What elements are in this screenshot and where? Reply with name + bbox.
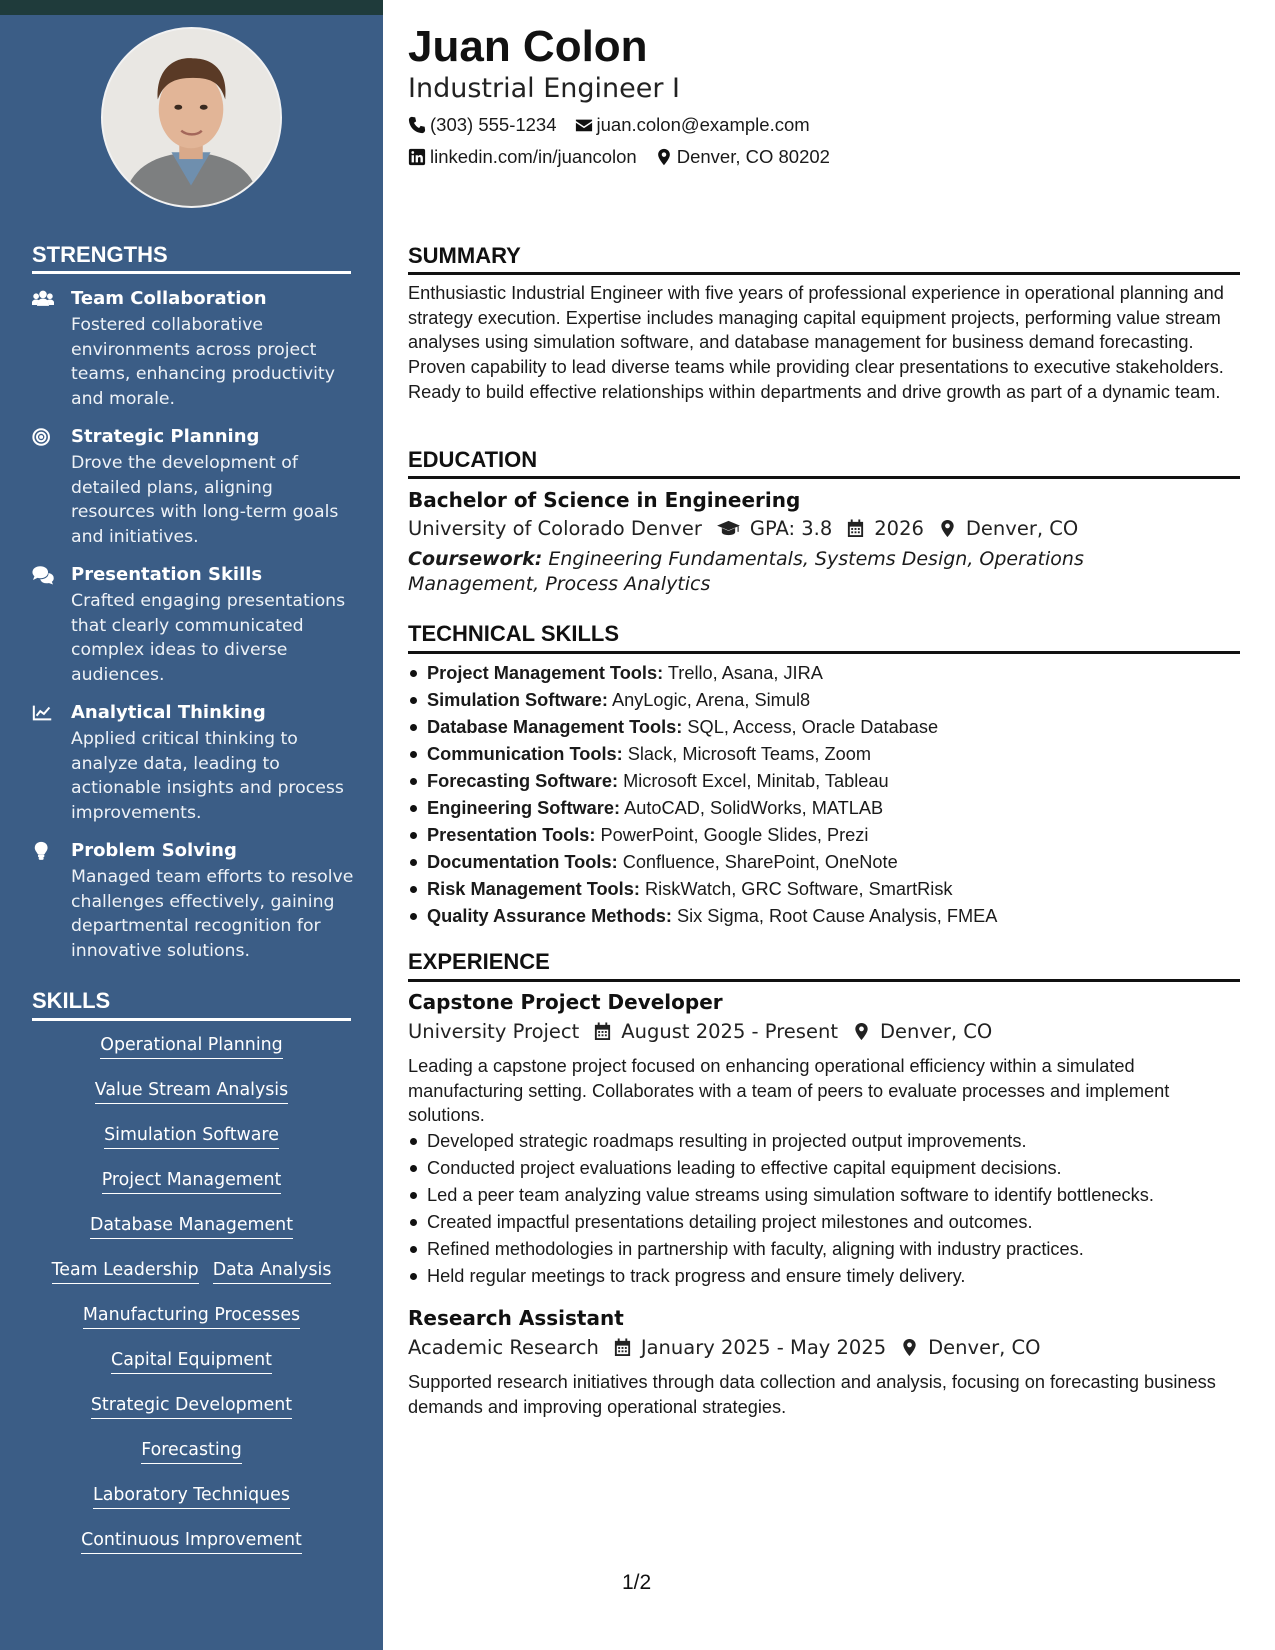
skill-tag: Data Analysis <box>213 1260 332 1284</box>
dates-text: August 2025 - Present <box>621 1020 838 1043</box>
skill-value: RiskWatch, GRC Software, SmartRisk <box>644 879 953 899</box>
strength-title: Team Collaboration <box>71 288 267 309</box>
skills-rule <box>32 1018 351 1021</box>
education-rule <box>408 476 1240 479</box>
strength-description: Drove the development of detailed plans, aligning resources with long-term goals and initiatives. <box>71 453 339 547</box>
strength-description: Crafted engaging presentations that clearly communicated complex ideas to diverse audiences. <box>71 591 346 685</box>
skill-label: Forecasting Software: <box>427 771 619 791</box>
technical-skill-item <box>408 877 1240 904</box>
achievement-item: Created impactful presentations detailing project milestones and outcomes. <box>408 1210 1240 1237</box>
phone-contact[interactable] <box>408 114 557 136</box>
phone-icon <box>408 116 426 134</box>
calendar-icon <box>846 519 865 538</box>
coursework-label: Coursework: <box>408 548 543 570</box>
technical-skill-item <box>408 769 1240 796</box>
skill-label: Quality Assurance Methods: <box>427 906 672 926</box>
strength-title: Presentation Skills <box>71 564 263 585</box>
technical-skill-item <box>408 742 1240 769</box>
skill-label: Risk Management Tools: <box>427 879 640 899</box>
job-dates <box>593 1020 838 1043</box>
skill-tag: Manufacturing Processes <box>83 1305 300 1329</box>
education-location <box>938 517 1078 540</box>
skills-heading: SKILLS <box>32 988 111 1013</box>
skill-tag: Operational Planning <box>100 1035 282 1059</box>
skill-value: Microsoft Excel, Minitab, Tableau <box>623 771 889 791</box>
skill-tag: Continuous Improvement <box>81 1530 302 1554</box>
achievement-item: Conducted project evaluations leading to effective capital equipment decisions. <box>408 1156 1240 1183</box>
strength-title: Analytical Thinking <box>71 702 266 723</box>
calendar-icon <box>593 1022 612 1041</box>
achievement-item: Led a peer team analyzing value streams using simulation software to identify bottlenecks. <box>408 1183 1240 1210</box>
job-description: Supported research initiatives through data collection and analysis, focusing on forecasting business demands and improving operational strategies. <box>408 1372 1216 1417</box>
school-name <box>408 517 702 540</box>
skill-value: Slack, Microsoft Teams, Zoom <box>627 744 871 764</box>
skill-tag: Database Management <box>90 1215 293 1239</box>
skill-value: Confluence, SharePoint, OneNote <box>622 852 898 872</box>
skill-tag: Value Stream Analysis <box>95 1080 288 1104</box>
map-pin-icon <box>938 519 957 538</box>
linkedin-contact[interactable] <box>408 146 637 168</box>
strength-title: Problem Solving <box>71 840 237 861</box>
sidebar <box>0 0 383 1650</box>
strengths-rule <box>32 271 351 274</box>
technical-skill-item <box>408 715 1240 742</box>
skill-value: SQL, Access, Oracle Database <box>687 717 939 737</box>
skill-value: AutoCAD, SolidWorks, MATLAB <box>624 798 884 818</box>
users-icon <box>32 289 56 309</box>
job-location <box>852 1020 992 1043</box>
achievement-item: Developed strategic roadmaps resulting in projected output improvements. <box>408 1129 1240 1156</box>
map-pin-icon <box>655 148 673 166</box>
map-pin-icon <box>852 1022 871 1041</box>
job-role: Capstone Project Developer <box>408 990 723 1014</box>
skill-label: Communication Tools: <box>427 744 623 764</box>
job-organization <box>408 1020 579 1043</box>
school-text: University of Colorado Denver <box>408 517 702 540</box>
location-contact <box>655 146 830 168</box>
phone-text: (303) 555-1234 <box>430 114 557 135</box>
coursework-text: Engineering Fundamentals, Systems Design, Operations Management, Process Analytics <box>408 548 1084 595</box>
skill-label: Database Management Tools: <box>427 717 683 737</box>
skill-tag: Simulation Software <box>104 1125 279 1149</box>
linkedin-icon <box>408 148 426 166</box>
page-number: 1/2 <box>622 1571 652 1594</box>
contact-row <box>408 114 828 136</box>
gpa-text: GPA: 3.8 <box>749 517 833 540</box>
skill-label: Presentation Tools: <box>427 825 596 845</box>
organization-text: Academic Research <box>408 1336 599 1359</box>
summary-rule <box>408 272 1240 275</box>
skill-tag: Team Leadership <box>52 1260 199 1284</box>
candidate-name: Juan Colon <box>408 22 648 71</box>
job-organization <box>408 1336 599 1359</box>
job-description: Leading a capstone project focused on enhancing operational efficiency within a simulated manufacturing setting. Collaborates with a team of peers to evaluate processes and implement solutions. <box>408 1056 1170 1126</box>
technical-skill-item <box>408 688 1240 715</box>
skill-value: Trello, Asana, JIRA <box>667 663 823 683</box>
dates-text: January 2025 - May 2025 <box>640 1336 887 1359</box>
skill-label: Engineering Software: <box>427 798 621 818</box>
calendar-icon <box>613 1338 632 1357</box>
skill-value: Six Sigma, Root Cause Analysis, FMEA <box>676 906 998 926</box>
experience-heading: EXPERIENCE <box>408 949 550 974</box>
strength-description: Fostered collaborative environments across project teams, enhancing productivity and morale. <box>71 315 335 409</box>
technical-skill-item <box>408 796 1240 823</box>
skills-list <box>32 1035 351 1575</box>
skill-tag: Project Management <box>102 1170 282 1194</box>
strength-description: Applied critical thinking to analyze data, leading to actionable insights and process improvements. <box>71 729 344 823</box>
coursework <box>408 547 1198 597</box>
achievement-item: Refined methodologies in partnership with faculty, aligning with industry practices. <box>408 1237 1240 1264</box>
job-role: Research Assistant <box>408 1306 624 1330</box>
job-achievements <box>408 1129 1240 1291</box>
strength-title: Strategic Planning <box>71 426 260 447</box>
education-location-text: Denver, CO <box>965 517 1079 540</box>
degree-title: Bachelor of Science in Engineering <box>408 488 801 512</box>
envelope-icon <box>575 116 593 134</box>
skill-label: Documentation Tools: <box>427 852 618 872</box>
skill-tag: Strategic Development <box>91 1395 292 1419</box>
email-contact[interactable] <box>575 114 810 136</box>
map-pin-icon <box>900 1338 919 1357</box>
target-icon <box>32 427 56 447</box>
job-location-text: Denver, CO <box>879 1020 993 1043</box>
education-meta <box>408 517 1092 540</box>
technical-skills-rule <box>408 651 1240 654</box>
technical-skill-item <box>408 823 1240 850</box>
skill-tag: Capital Equipment <box>111 1350 272 1374</box>
strengths-heading: STRENGTHS <box>32 242 168 267</box>
job-location-text: Denver, CO <box>928 1336 1041 1359</box>
technical-skill-item <box>408 850 1240 877</box>
skill-tag: Laboratory Techniques <box>93 1485 290 1509</box>
experience-rule <box>408 979 1240 982</box>
year-text: 2026 <box>874 517 924 540</box>
technical-skills-list <box>408 661 1240 931</box>
gpa <box>716 517 832 540</box>
skill-value: AnyLogic, Arena, Simul8 <box>611 690 811 710</box>
job-meta <box>408 1020 1006 1043</box>
profile-photo <box>101 27 282 208</box>
profile-photo-illustration <box>103 29 280 206</box>
skill-tag: Forecasting <box>141 1440 241 1464</box>
comments-icon <box>32 565 56 585</box>
technical-skill-item <box>408 661 1240 688</box>
graduation-cap-icon <box>716 519 741 538</box>
technical-skills-heading: TECHNICAL SKILLS <box>408 621 620 646</box>
organization-text: University Project <box>408 1020 580 1043</box>
strength-description: Managed team efforts to resolve challenges effectively, gaining departmental recognition for innovative solutions. <box>71 867 354 961</box>
skill-value: PowerPoint, Google Slides, Prezi <box>600 825 869 845</box>
skill-label: Project Management Tools: <box>427 663 664 683</box>
linkedin-text: linkedin.com/in/juancolon <box>430 146 637 167</box>
sidebar-top-bar <box>0 0 383 15</box>
summary-text: Enthusiastic Industrial Engineer with five years of professional experience in operational planning and strategy execution. Expertise includes managing capital equipment projects, performing value stream analyses using simulation software, and database management for business demand forecasting. Proven capability to lead diverse teams while providing clear presentations to executive stakeholders. Ready to build effective relationships within departments and drive growth as part of a dynamic team. <box>408 283 1224 402</box>
job-location <box>900 1336 1040 1359</box>
summary-heading: SUMMARY <box>408 243 521 268</box>
job-title: Industrial Engineer I <box>408 73 681 104</box>
location-text: Denver, CO 80202 <box>676 146 830 167</box>
skill-label: Simulation Software: <box>427 690 608 710</box>
lightbulb-icon <box>32 841 56 861</box>
email-text: juan.colon@example.com <box>596 114 810 135</box>
graduation-year <box>846 517 924 540</box>
technical-skill-item <box>408 904 1240 931</box>
job-meta <box>408 1336 1054 1359</box>
contact-row <box>408 146 848 168</box>
education-heading: EDUCATION <box>408 447 538 472</box>
achievement-item: Held regular meetings to track progress and ensure timely delivery. <box>408 1264 1240 1291</box>
job-dates <box>613 1336 886 1359</box>
line-chart-icon <box>32 703 56 723</box>
